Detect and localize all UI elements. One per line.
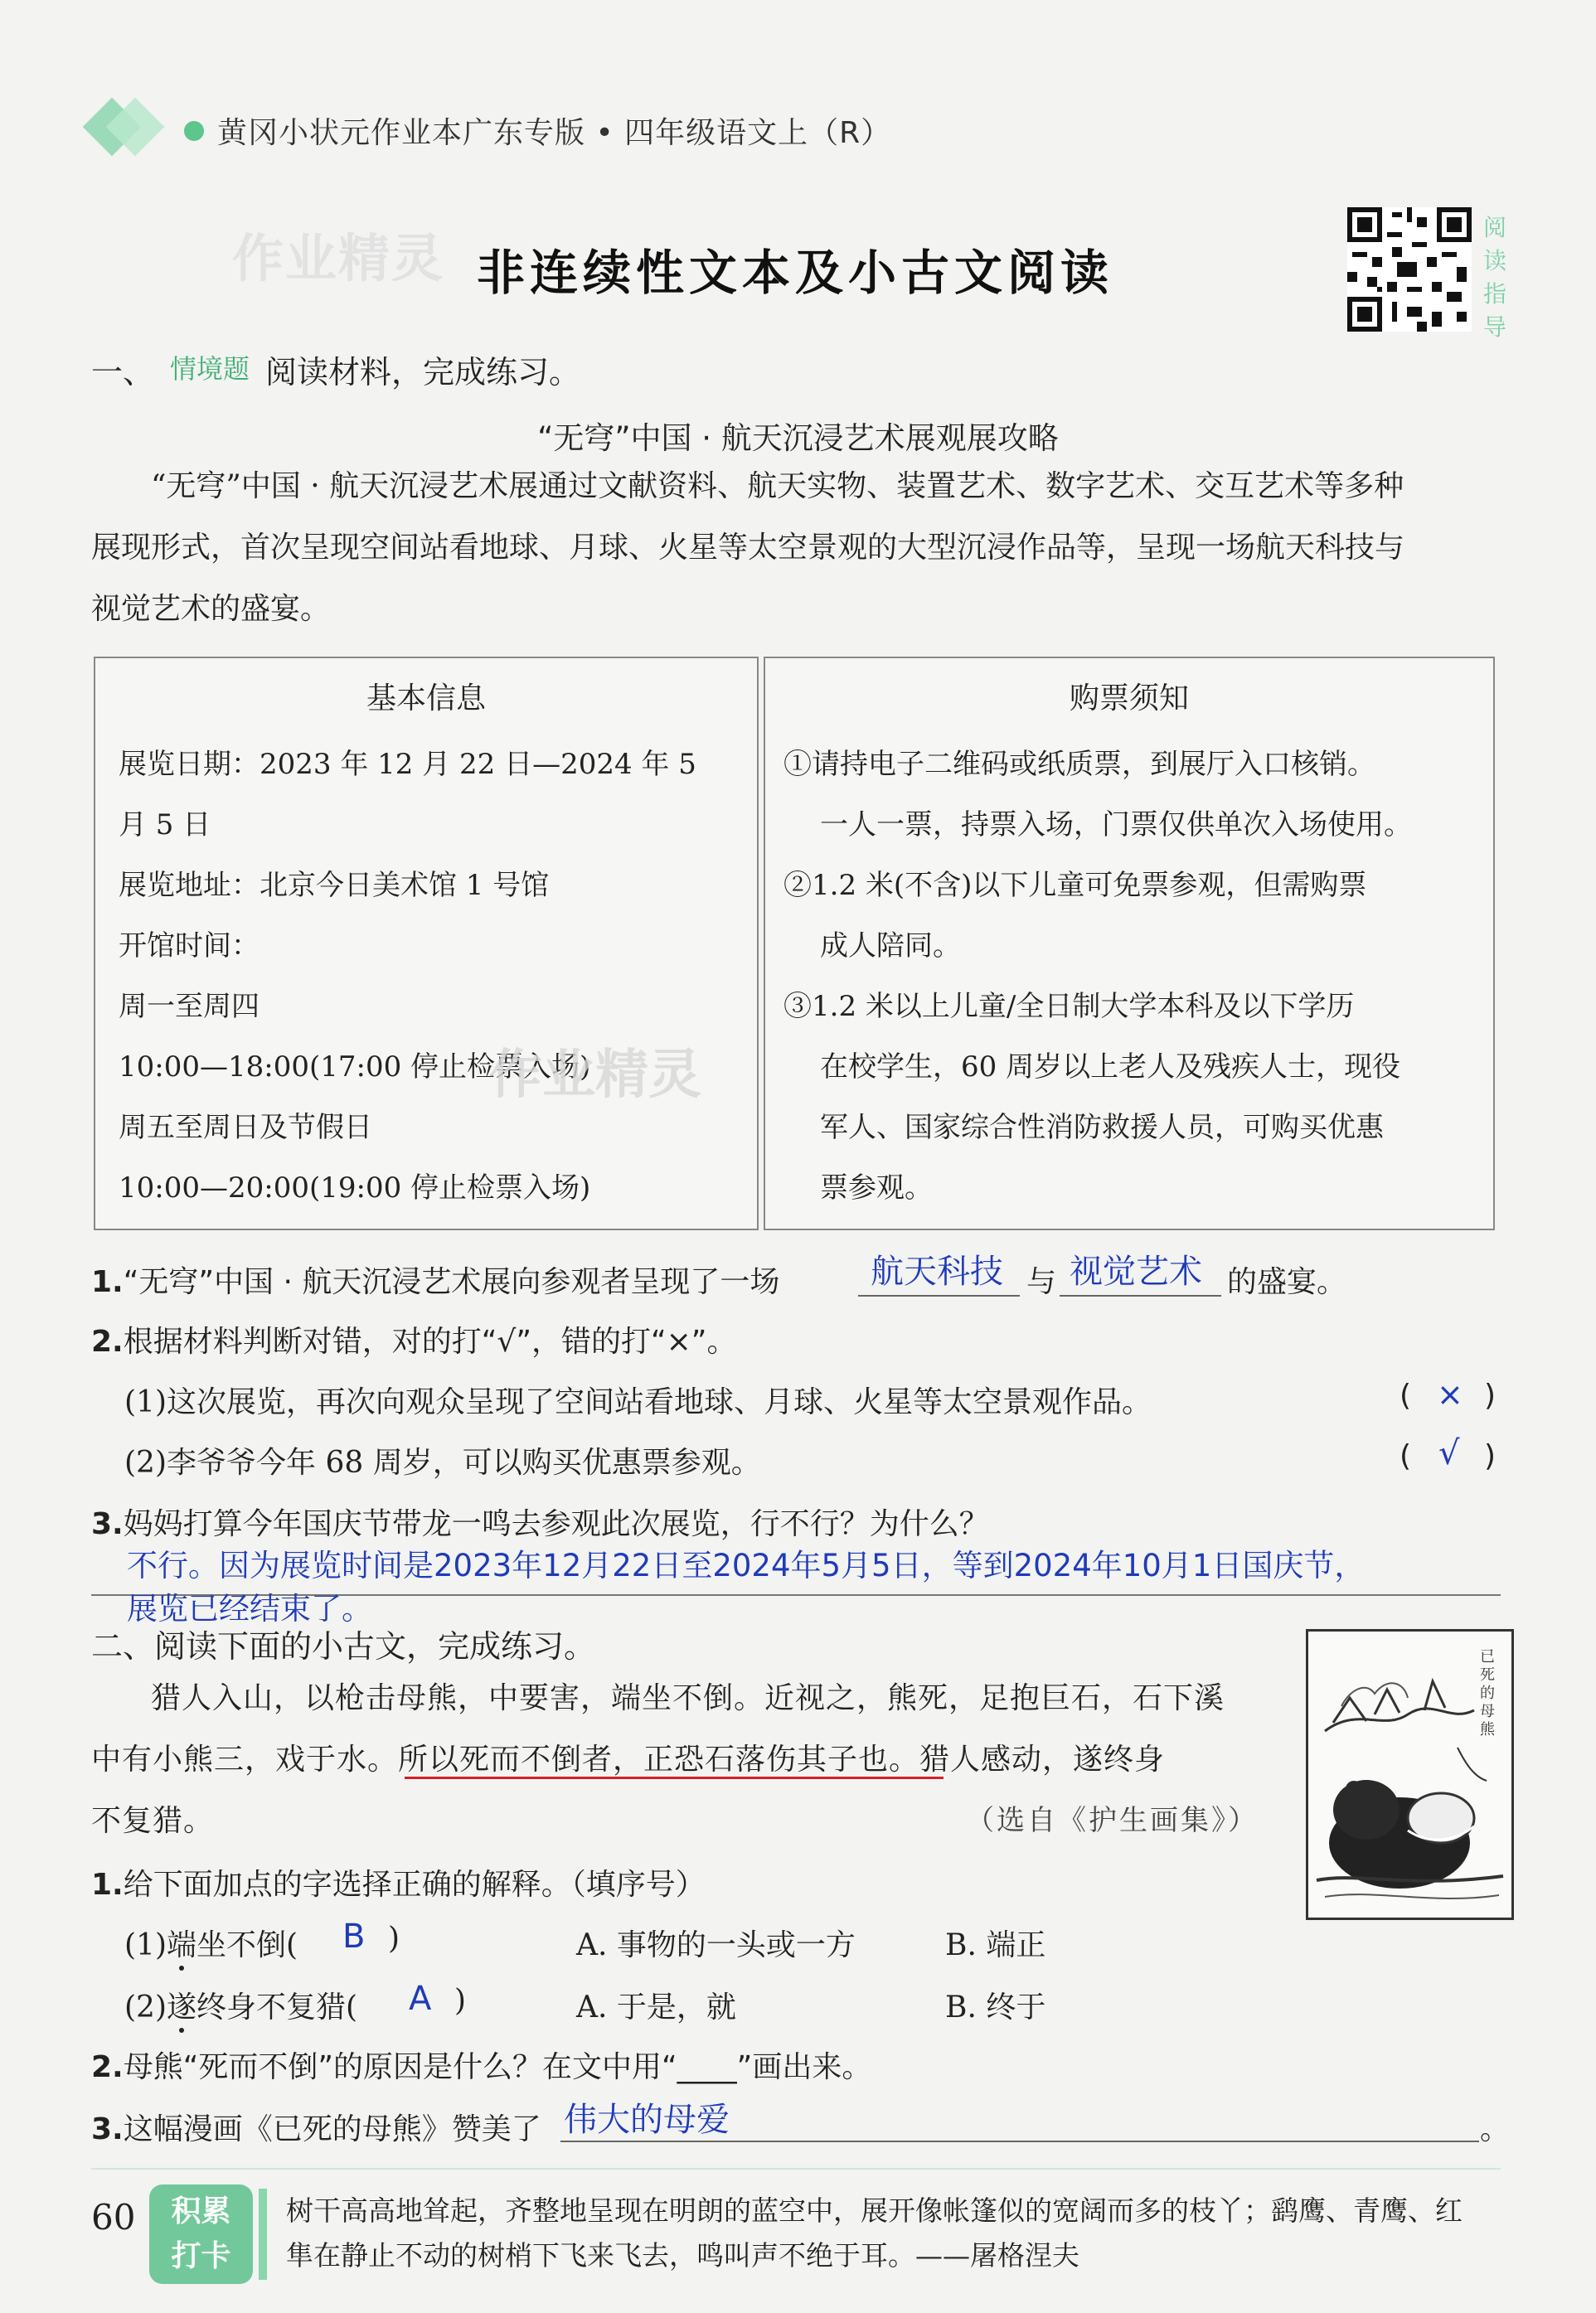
basic-info-title: 基本信息 [366, 681, 486, 715]
info-line: 周一至周四 [119, 990, 260, 1023]
question-text: 母熊“死而不倒”的原因是什么？在文中用“____”画出来。 [123, 2050, 872, 2084]
info-line: 10:00—18:00(17:00 停止检票入场) [119, 1050, 591, 1084]
bracket: ) [1484, 1379, 1497, 1413]
question-text: “无穹”中国 · 航天沉浸艺术展向参观者呈现了一场 [123, 1265, 780, 1299]
info-line: 展览地址：北京今日美术馆 1 号馆 [119, 869, 550, 902]
question-number: 3. [91, 2112, 124, 2146]
bracket: ( [1400, 1379, 1412, 1413]
s2-question-1 [91, 1861, 706, 1903]
choice-answer[interactable]: B [342, 1918, 366, 1956]
ticket-notice-title: 购票须知 [1069, 681, 1189, 715]
question-1 [91, 1258, 779, 1301]
question-number: 2. [91, 1325, 124, 1359]
s2-question-2 [91, 2044, 871, 2086]
judgement-item: (2)李爷爷今年 68 周岁，可以购买优惠票参观。 [124, 1446, 761, 1480]
footer-divider [91, 2168, 1501, 2170]
text-line: 不复猎。 [91, 1804, 215, 1838]
info-line: 周五至周日及节假日 [119, 1111, 372, 1144]
ticket-line: 军人、国家综合性消防救援人员，可购买优惠 [820, 1111, 1384, 1144]
paragraph-line: 视觉艺术的盛宴。 [91, 592, 331, 626]
ticket-line: 成人陪同。 [820, 929, 961, 963]
badge-bar [259, 2189, 267, 2280]
option-b: B. 端正 [945, 1928, 1046, 1962]
option-a: A. 事物的一头或一方 [576, 1928, 856, 1962]
s2-question-3 [91, 2106, 541, 2148]
paragraph-line: 展现形式，首次呈现空间站看地球、月球、火星等太空景观的大型沉浸作品等，呈现一场航天科技与 [91, 531, 1405, 565]
bear-illustration [1306, 1629, 1514, 1920]
bracket: ) [388, 1922, 400, 1956]
footer-quote-line: 隼在静止不动的树梢下飞来飞去，鸣叫声不绝于耳。——屠格涅夫 [286, 2239, 1079, 2272]
option-b: B. 终于 [945, 1991, 1046, 2024]
question-number: 2. [91, 2050, 124, 2084]
answer-text: 伟大的母爱 [564, 2101, 730, 2139]
answer-text: 不行。因为展览时间是2023年12月22日至2024年5月5日，等到2024年10月1日国庆节， [127, 1548, 1366, 1583]
ticket-line: 在校学生，60 周岁以上老人及残疾人士，现役 [820, 1050, 1401, 1084]
material-paragraph [91, 456, 1509, 640]
answer-text: 视觉艺术 [1070, 1253, 1202, 1291]
info-line: 10:00—20:00(19:00 停止检票入场) [119, 1171, 591, 1205]
item-number: (1) [124, 1928, 167, 1962]
question-text: 与 [1026, 1265, 1057, 1299]
option-a: A. 于是，就 [576, 1991, 736, 2024]
judgement-item: (1)这次展览，再次向观众呈现了空间站看地球、月球、火星等太空景观作品。 [124, 1385, 1152, 1419]
answer-text: 展览已经结束了。 [127, 1591, 372, 1627]
section1-instruction: 阅读材料，完成练习。 [265, 354, 581, 390]
question-number: 1. [91, 1265, 124, 1299]
question-text: 。 [1480, 2112, 1511, 2146]
accumulate-badge [149, 2184, 253, 2284]
bracket: ) [454, 1984, 467, 2018]
source-note: （选自《护生画集》） [966, 1804, 1259, 1837]
item-number: (2) [124, 1991, 167, 2024]
ticket-line: 一人一票，持票入场，门票仅供单次入场使用。 [820, 808, 1412, 841]
ticket-notice-box [764, 657, 1495, 1230]
question-number: 1. [91, 1868, 124, 1902]
qr-code-icon[interactable] [1347, 207, 1472, 332]
page-number: 60 [91, 2197, 136, 2238]
ticket-line: ③1.2 米以上儿童/全日制大学本科及以下学历 [783, 990, 1355, 1023]
question-number: 3. [91, 1507, 124, 1541]
choice-item [124, 1922, 298, 1964]
ticket-line: 票参观。 [820, 1171, 933, 1205]
bracket: ) [1484, 1439, 1497, 1473]
answer-text: 航天科技 [871, 1253, 1003, 1291]
material-title: “无穹”中国 · 航天沉浸艺术展观展攻略 [537, 420, 1059, 456]
watermark: 作业精灵 [232, 228, 445, 289]
choice-answer[interactable]: A [409, 1980, 432, 2018]
red-underline [405, 1777, 944, 1779]
badge-text: 积累 [171, 2194, 231, 2228]
question-text: 给下面加点的字选择正确的解释。（填序号） [123, 1868, 706, 1902]
judgement-answer[interactable]: √ [1438, 1434, 1460, 1472]
header-dot-icon [184, 121, 204, 141]
qr-label: 阅读指导 [1482, 214, 1506, 341]
header-book-title: 黄冈小状元作业本广东专版 • 四年级语文上（R） [217, 116, 892, 150]
dotted-character: 遂 [167, 1991, 197, 2024]
question-text: 这幅漫画《已死的母熊》赞美了 [123, 2112, 541, 2146]
bracket: ( [1400, 1439, 1412, 1473]
page-title: 非连续性文本及小古文阅读 [477, 245, 1114, 301]
choice-item [124, 1984, 357, 2026]
footer-quote-line: 树干高高地耸起，齐整地呈现在明朗的蓝空中，展开像帐篷似的宽阔而多的枝丫；鹞鹰、青鹰、红 [286, 2194, 1463, 2227]
item-text: 终身不复猎( [196, 1991, 358, 2024]
question-3 [91, 1501, 989, 1543]
question-text: 的盛宴。 [1227, 1265, 1347, 1299]
info-line: 展览日期：2023 年 12 月 22 日—2024 年 5 [119, 748, 696, 781]
basic-info-box [94, 657, 759, 1230]
watermark: 作业精灵 [489, 1045, 701, 1106]
question-2 [91, 1318, 736, 1360]
text-line: 中有小熊三，戏于水。 [91, 1743, 399, 1777]
section2-heading: 二、阅读下面的小古文，完成练习。 [91, 1628, 596, 1665]
judgement-answer[interactable]: × [1437, 1376, 1463, 1413]
illustration-caption: 已死的母熊 [1480, 1648, 1495, 1738]
question-text: 妈妈打算今年国庆节带龙一鸣去参观此次展览，行不行？为什么？ [123, 1507, 989, 1541]
badge-text: 打卡 [171, 2239, 231, 2273]
section1-tag: 情境题 [170, 353, 250, 385]
section1-number: 一、 [91, 354, 155, 390]
paragraph-line: “无穹”中国 · 航天沉浸艺术展通过文献资料、航天实物、装置艺术、数字艺术、交互艺术等多种 [151, 469, 1404, 503]
item-text: 坐不倒( [196, 1928, 298, 1962]
dotted-character: 端 [167, 1928, 197, 1962]
ticket-line: ②1.2 米(不含)以下儿童可免票参观，但需购票 [783, 869, 1367, 902]
info-line: 月 5 日 [119, 808, 211, 841]
text-line: 。猎人感动，遂终身 [889, 1743, 1166, 1777]
question-text: 根据材料判断对错，对的打“√”，错的打“×”。 [123, 1325, 737, 1359]
underlined-sentence: 所以死而不倒者，正恐石落伤其子也 [398, 1743, 890, 1777]
text-line: 猎人入山，以枪击母熊，中要害，端坐不倒。近视之，熊死，足抱巨石，石下溪 [151, 1681, 1225, 1715]
info-line: 开馆时间： [119, 929, 260, 963]
ticket-line: ①请持电子二维码或纸质票，到展厅入口核销。 [783, 748, 1375, 781]
